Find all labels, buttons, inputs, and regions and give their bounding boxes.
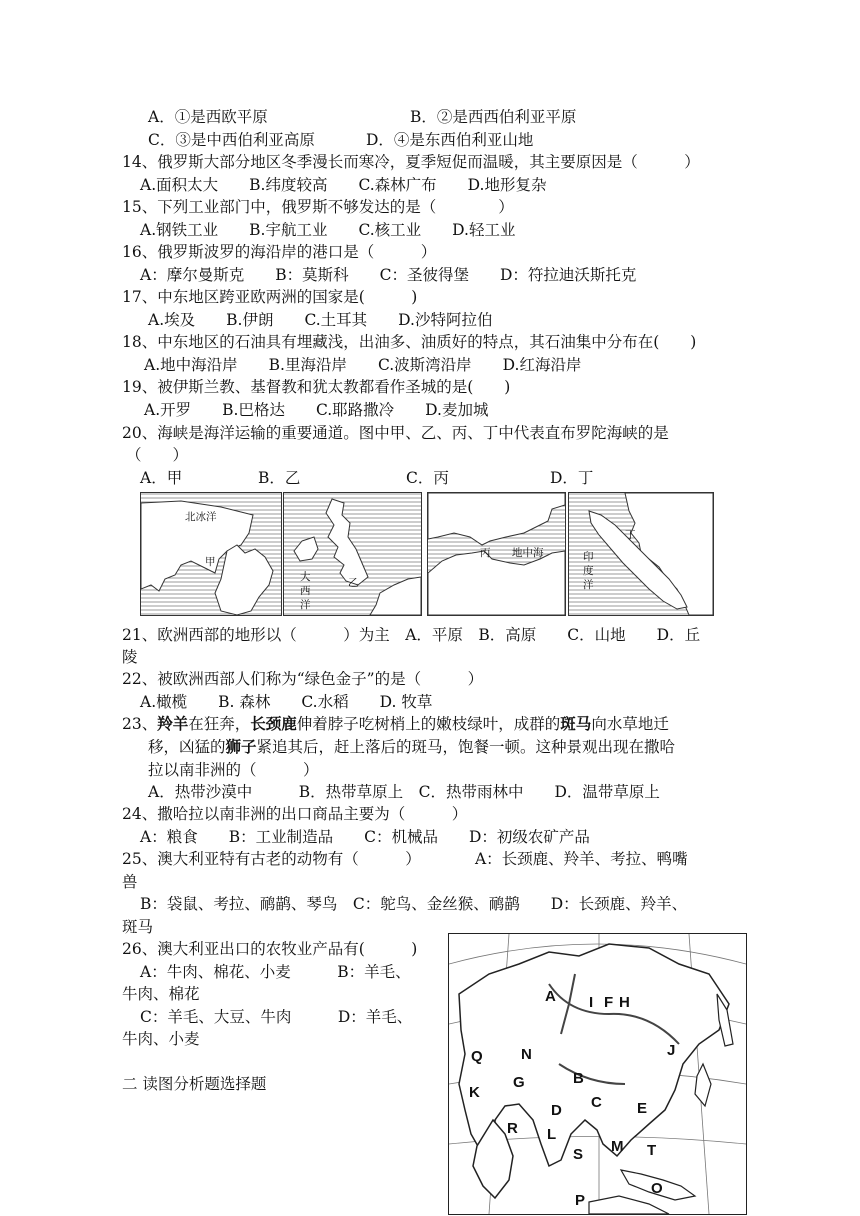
q18-stem: 18、中东地区的石油具有埋藏浅，出油多、油质好的特点，其石油集中分布在( ) <box>122 333 697 351</box>
q23-text-1: 在狂奔， <box>188 715 251 733</box>
q23-line3: 拉以南非洲的（ ） <box>148 761 319 779</box>
q24-stem: 24、撒哈拉以南非洲的出口商品主要为（ ） <box>122 805 468 823</box>
q23-text-3: 向水草地迁 <box>591 715 669 733</box>
q14-stem: 14、俄罗斯大部分地区冬季漫长而寒冷，夏季短促而温暖，其主要原因是（ ） <box>122 153 700 171</box>
asia-label-h: H <box>619 994 630 1011</box>
q15-stem: 15、下列工业部门中，俄罗斯不够发达的是（ ） <box>122 198 514 216</box>
indian-ocean-label-1: 印 <box>583 551 594 563</box>
q22-options: A.橄榄 B. 森林 C.水稻 D. 牧草 <box>140 693 433 711</box>
section-2-heading: 二 读图分析题选择题 <box>122 1075 267 1093</box>
strait-jia-label: 甲 <box>205 556 216 568</box>
q19-stem: 19、被伊斯兰教、基督教和犹太教都看作圣城的是( ) <box>122 378 511 396</box>
q26-line4: 牛肉、小麦 <box>122 1030 200 1048</box>
asia-label-j: J <box>667 1042 676 1059</box>
asia-label-t: T <box>647 1142 657 1159</box>
strait-maps <box>140 492 713 616</box>
q19-options: A.开罗 B.巴格达 C.耶路撒冷 D.麦加城 <box>144 401 489 419</box>
strait-bing-label: 丙 <box>480 547 491 559</box>
q23-lion: 狮子 <box>225 738 257 756</box>
q21-line2: 陵 <box>122 648 138 666</box>
q20-option-d: D．丁 <box>550 469 594 487</box>
strait-map-jia <box>140 492 282 616</box>
q25-line1: 25、澳大利亚特有古老的动物有（ ） A：长颈鹿、羚羊、考拉、鸭嘴 <box>122 850 688 868</box>
asia-label-n: N <box>521 1046 532 1063</box>
asia-label-g: G <box>513 1074 525 1091</box>
asia-label-c: C <box>591 1094 602 1111</box>
q21-line1: 21、欧洲西部的地形以（ ）为主 A．平原 B．高原 C．山地 D．丘 <box>122 626 701 644</box>
q25-line2: 兽 <box>122 873 138 891</box>
strait-map-bing-drawing <box>428 493 565 615</box>
atlantic-label-2: 西 <box>300 585 311 597</box>
q24-options: A：粮食 B：工业制造品 C：机械品 D：初级农矿产品 <box>140 828 590 846</box>
q25-line4: 斑马 <box>122 918 154 936</box>
asia-label-a: A <box>545 988 556 1005</box>
asia-label-o: O <box>651 1180 663 1197</box>
q23-text-4: 移，凶猛的 <box>148 738 226 756</box>
q13-option-a: A．①是西欧平原 <box>148 108 268 126</box>
q23-text-2: 伸着脖子吃树梢上的嫩枝绿叶，成群的 <box>296 715 561 733</box>
strait-map-yi <box>283 492 422 616</box>
q23-text-5: 紧追其后，赶上落后的斑马，饱餐一顿。这种景观出现在撒哈 <box>256 738 676 756</box>
strait-map-ding <box>568 492 714 616</box>
asia-label-l: L <box>547 1126 557 1143</box>
arctic-ocean-label: 北冰洋 <box>185 511 217 523</box>
indian-ocean-label-3: 洋 <box>583 579 594 591</box>
q23-zebra: 斑马 <box>560 715 592 733</box>
q26-line1: A：牛肉、棉花、小麦 B：羊毛、 <box>140 963 411 981</box>
strait-map-bing <box>427 492 566 616</box>
q18-options: A.地中海沿岸 B.里海沿岸 C.波斯湾沿岸 D.红海沿岸 <box>144 356 582 374</box>
asia-label-i: I <box>589 994 594 1011</box>
strait-yi-label: 乙 <box>348 577 359 589</box>
strait-ding-label: 丁 <box>625 529 636 541</box>
indian-ocean-label-2: 度 <box>583 565 594 577</box>
q20-option-a: A．甲 <box>140 469 183 487</box>
q14-options: A.面积太大 B.纬度较高 C.森林广布 D.地形复杂 <box>140 176 547 194</box>
asia-label-k: K <box>469 1084 480 1101</box>
q13-option-c: C．③是中西伯利亚高原 <box>148 131 315 149</box>
q26-line3: C：羊毛、大豆、牛肉 D：羊毛、 <box>140 1008 413 1026</box>
atlantic-label-1: 大 <box>300 571 311 583</box>
asia-label-d: D <box>551 1102 562 1119</box>
q23-number: 23、 <box>122 715 158 733</box>
q23-line2 <box>148 737 675 757</box>
asia-label-r: R <box>507 1120 518 1137</box>
asia-label-e: E <box>637 1100 648 1117</box>
q26-stem: 26、澳大利亚出口的农牧业产品有( ) <box>122 940 418 958</box>
q20-paren: （ ） <box>126 446 189 464</box>
q26-line2: 牛肉、棉花 <box>122 985 200 1003</box>
q17-options: A.埃及 B.伊朗 C.土耳其 D.沙特阿拉伯 <box>148 311 493 329</box>
q13-option-d: D．④是东西伯利亚山地 <box>366 131 534 149</box>
asia-label-b: B <box>573 1070 584 1087</box>
q23-antelope: 羚羊 <box>157 715 189 733</box>
asia-map-drawing <box>449 934 746 1214</box>
q17-stem: 17、中东地区跨亚欧两洲的国家是( ) <box>122 288 418 306</box>
q20-option-b: B．乙 <box>258 469 301 487</box>
atlantic-label-3: 洋 <box>300 599 311 611</box>
q15-options: A.钢铁工业 B.宇航工业 C.核工业 D.轻工业 <box>140 221 516 239</box>
asia-map <box>448 933 747 1215</box>
asia-label-p: P <box>575 1192 586 1209</box>
q20-option-c: C．丙 <box>406 469 449 487</box>
q23-line1 <box>122 714 669 734</box>
mediterranean-label: 地中海 <box>512 547 544 559</box>
q25-line3: B：袋鼠、考拉、鸸鹋、琴鸟 C：鸵鸟、金丝猴、鸸鹋 D：长颈鹿、羚羊、 <box>140 895 688 913</box>
asia-label-s: S <box>573 1146 584 1163</box>
asia-label-m: M <box>611 1138 624 1155</box>
q16-options: A：摩尔曼斯克 B：莫斯科 C：圣彼得堡 D：符拉迪沃斯托克 <box>140 266 637 284</box>
q22-stem: 22、被欧洲西部人们称为“绿色金子”的是（ ） <box>122 670 484 688</box>
q23-options: A．热带沙漠中 B．热带草原上 C．热带雨林中 D．温带草原上 <box>148 783 660 801</box>
asia-label-f: F <box>604 994 614 1011</box>
q13-option-b: B．②是西西伯利亚平原 <box>410 108 577 126</box>
q16-stem: 16、俄罗斯波罗的海沿岸的港口是（ ） <box>122 243 437 261</box>
q23-giraffe: 长颈鹿 <box>250 715 297 733</box>
asia-label-q: Q <box>471 1048 483 1065</box>
q20-stem: 20、海峡是海洋运输的重要通道。图中甲、乙、丙、丁中代表直布罗陀海峡的是 <box>122 424 669 442</box>
